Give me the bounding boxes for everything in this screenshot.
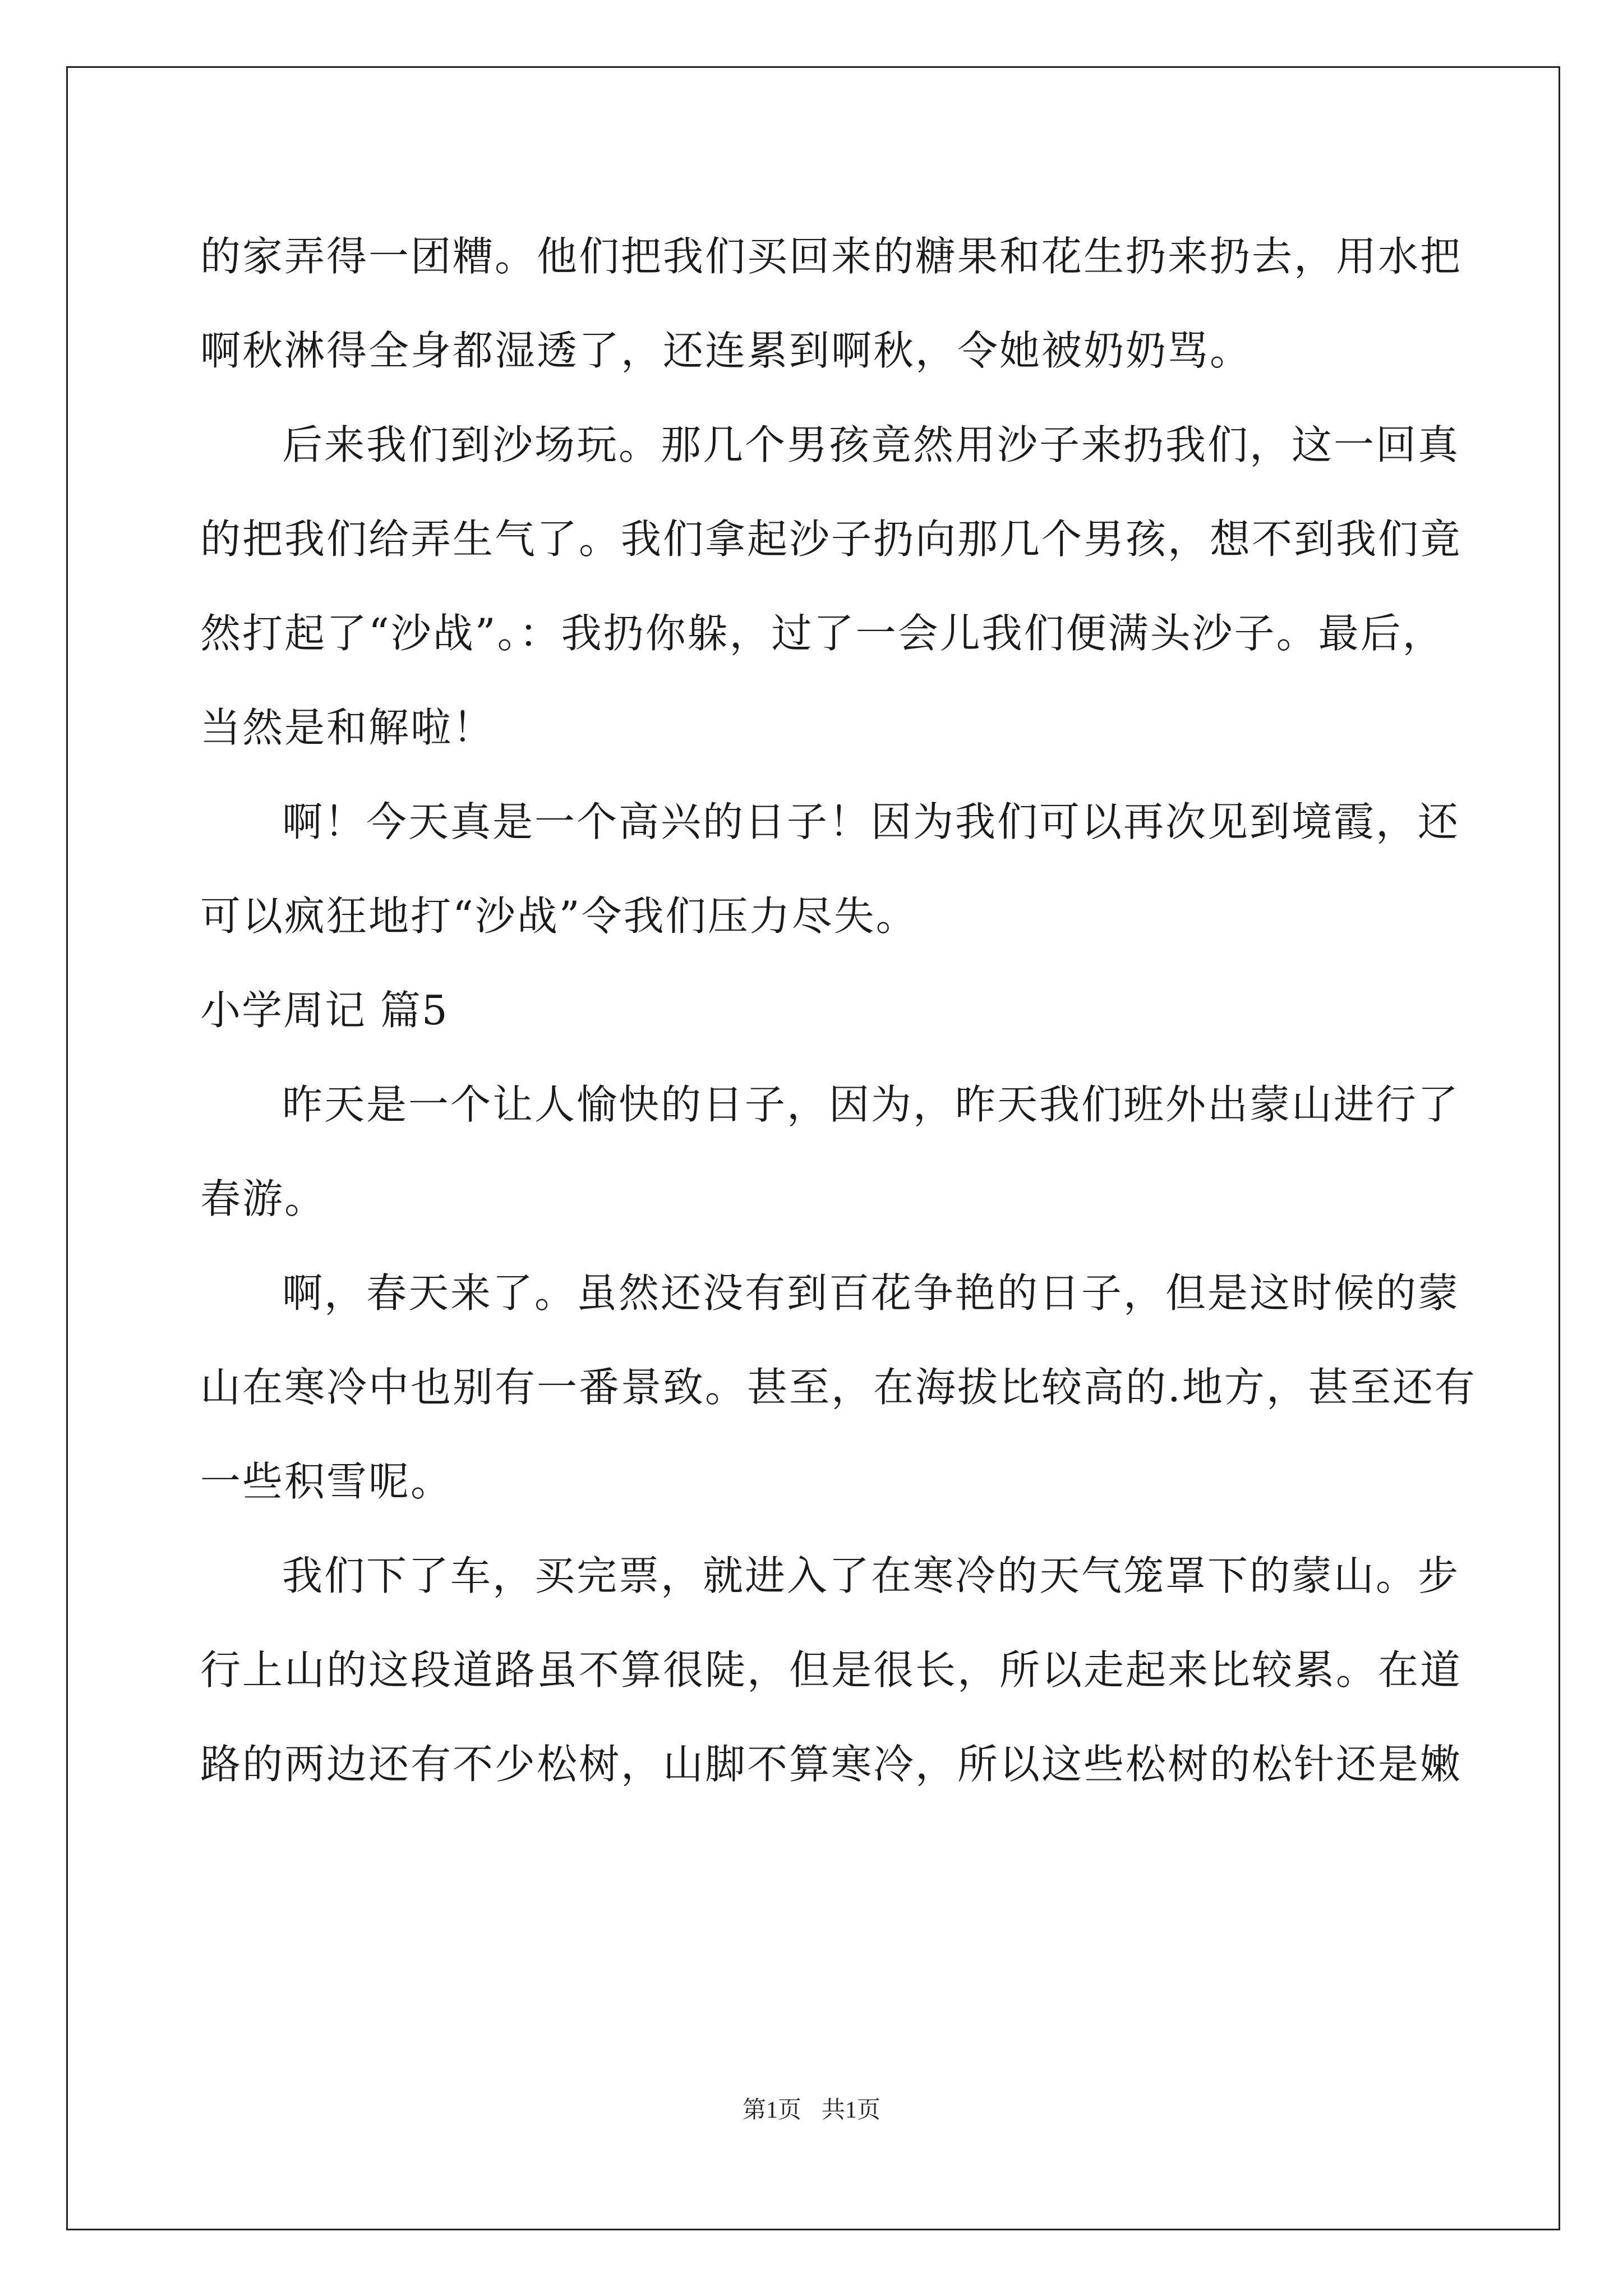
text-line: 一些积雪呢。 [200, 1458, 453, 1505]
paragraph-first-line: 我们下了车，买完票，就进入了在寒冷的天气笼罩下的蒙山。步 [282, 1552, 1460, 1599]
text-line: 山在寒冷中也别有一番景致。甚至，在海拔比较高的.地方，甚至还有 [200, 1364, 1477, 1411]
section-heading: 小学周记 篇5 [200, 987, 449, 1034]
text-line: 当然是和解啦！ [200, 704, 495, 751]
text-line: 行上山的这段道路虽不算很陡，但是很长，所以走起来比较累。在道 [200, 1646, 1463, 1694]
text-line: 春游。 [200, 1175, 327, 1222]
paragraph-first-line: 昨天是一个让人愉快的日子，因为，昨天我们班外出蒙山进行了 [282, 1081, 1460, 1128]
paragraph-first-line: 啊！今天真是一个高兴的日子！因为我们可以再次见到境霞，还 [282, 798, 1460, 845]
page-footer [0, 2091, 1623, 2125]
paragraph-first-line: 啊，春天来了。虽然还没有到百花争艳的日子，但是这时候的蒙 [282, 1269, 1460, 1317]
page-number: 第1页 [742, 2097, 801, 2123]
paragraph-first-line: 后来我们到沙场玩。那几个男孩竟然用沙子来扔我们，这一回真 [282, 421, 1460, 468]
text-line: 啊秋淋得全身都湿透了，还连累到啊秋，令她被奶奶骂。 [200, 327, 1252, 374]
document-body [200, 209, 1477, 1811]
text-line: 可以疯狂地打“沙战”令我们压力尽失。 [200, 892, 918, 940]
page-total: 共1页 [822, 2097, 881, 2123]
text-line: 的把我们给弄生气了。我们拿起沙子扔向那几个男孩，想不到我们竟 [200, 516, 1463, 563]
text-line: 的家弄得一团糟。他们把我们买回来的糖果和花生扔来扔去，用水把 [200, 233, 1463, 280]
text-line: 路的两边还有不少松树，山脚不算寒冷，所以这些松树的松针还是嫩 [200, 1741, 1463, 1788]
text-line: 然打起了“沙战”。：我扔你躲，过了一会儿我们便满头沙子。最后， [200, 610, 1445, 657]
